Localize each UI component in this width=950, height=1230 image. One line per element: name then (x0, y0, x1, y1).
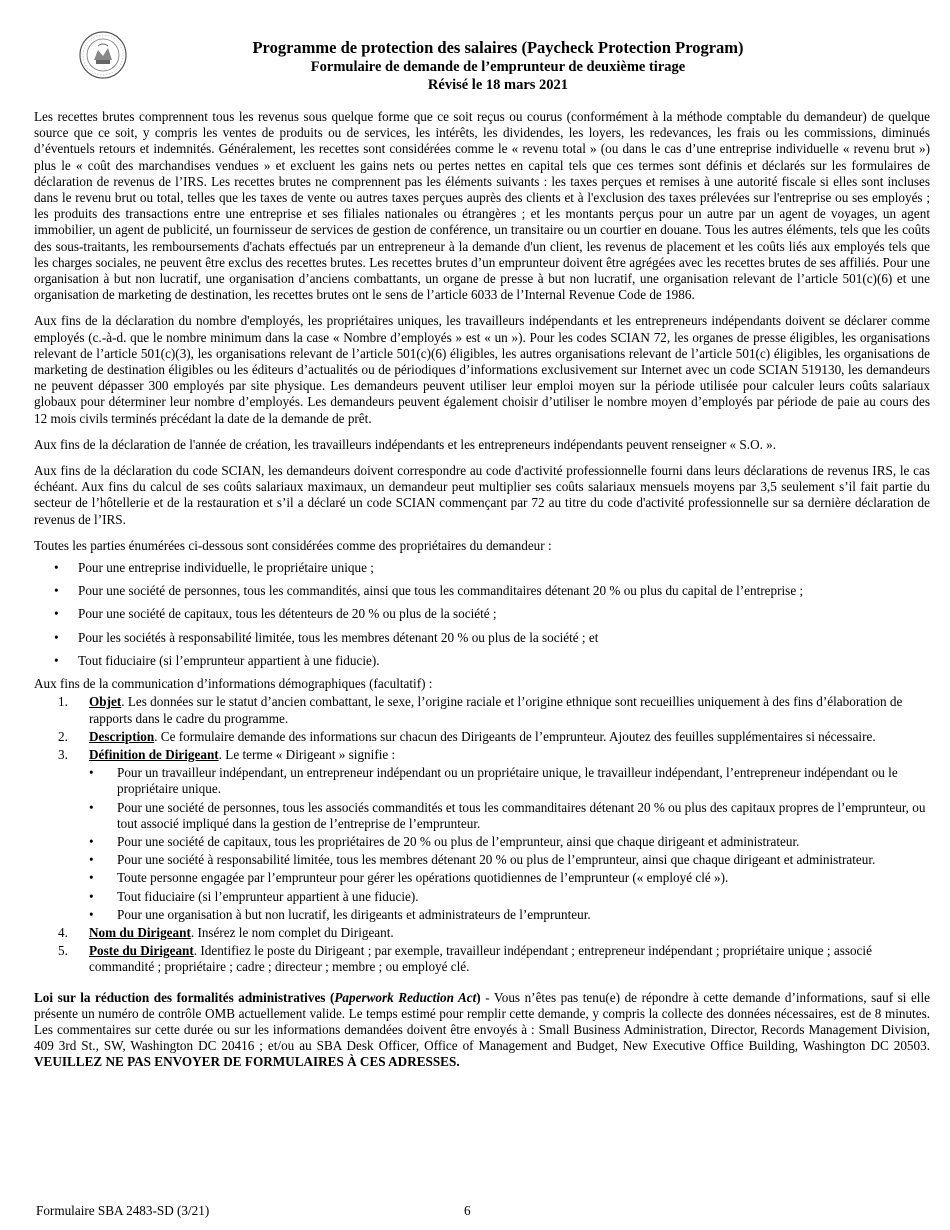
item-number: 4. (58, 924, 68, 940)
list-item (34, 747, 930, 923)
dirigeant-definitions (89, 765, 930, 923)
paperwork-heading-end: ) (476, 989, 481, 1005)
item-number: 1. (58, 694, 68, 710)
paperwork-reduction-paragraph (34, 990, 930, 1071)
item-term: Description (89, 728, 155, 744)
paperwork-heading-start: Loi sur la réduction des formalités administratives ( (34, 989, 335, 1005)
revision-date: Révisé le 18 mars 2021 (427, 77, 569, 93)
document-page (34, 0, 930, 1230)
page-number: 6 (464, 1203, 471, 1218)
list-item (34, 694, 930, 726)
list-item: • Pour une société de capitaux, tous les propriétaires de 20 % ou plus de l’emprunteur, ainsi que chaque dirigeant et administrateur. (89, 834, 930, 850)
item-text: . Le terme « Dirigeant » signifie : (218, 746, 396, 762)
list-item: • Pour une organisation à but non lucratif, les dirigeants et administrateurs de l’emprunteur. (89, 907, 930, 923)
item-term: Objet (89, 694, 122, 710)
list-item: • Toute personne engagée par l’emprunteur pour gérer les opérations quotidiennes de l’emprunteur (« employé clé »). (89, 870, 930, 886)
item-text: . Les données sur le statut d’ancien combattant, le sexe, l’origine raciale et l’origine ethnique sont recueillies uniquement à des fins d’élaboration de rapports dans le cadre du programme. (89, 694, 903, 726)
paperwork-body: - Vous n’êtes pas tenu(e) de répondre à cette demande d’informations, sauf si elle présente un numéro de contrôle OMB actuellement valide. Le temps estimé pour remplir cette demande, y compris la collecte des données nécessaires, est de 8 minutes. Les commentaires sur cette durée ou sur les informations demandées doivent être envoyés à : Small Business Administration, Director, Records Management Division, 409 3rd St., SW, Washington DC 20416 ; et/ou au SBA Desk Officer, Office of Management and Budget, New Executive Office Building, Washington DC 20503. (34, 989, 930, 1054)
item-number: 5. (58, 943, 68, 959)
item-number: 2. (58, 728, 68, 744)
list-item: • Pour une société de capitaux, tous les détenteurs de 20 % ou plus de la société ; (34, 606, 930, 622)
item-term: Définition de Dirigeant (89, 746, 219, 762)
list-item (34, 925, 930, 941)
item-text: . Identifiez le poste du Dirigeant ; par exemple, travailleur indépendant ; entrepreneur indépendant ; propriétaire unique ; associé commandité ; propriétaire ; cadre ; directeur ; membre ; ou employé clé. (89, 943, 872, 975)
list-item: • Pour une entreprise individuelle, le propriétaire unique ; (34, 560, 930, 576)
list-item: • Pour une société à responsabilité limitée, tous les membres détenant 20 % ou plus de l’emprunteur, ainsi que chaque dirigeant et administrateur. (89, 852, 930, 868)
paperwork-heading-italic: Paperwork Reduction Act (334, 989, 477, 1005)
item-number: 3. (58, 746, 68, 762)
item-text: . Ce formulaire demande des informations sur chacun des Dirigeants de l’emprunteur. Ajoutez des feuilles supplémentaires si nécessaire. (154, 728, 876, 744)
instructions-body (34, 109, 930, 1081)
list-item: • Pour les sociétés à responsabilité limitée, tous les membres détenant 20 % ou plus de la société ; et (34, 630, 930, 646)
gross-receipts-paragraph: Les recettes brutes comprennent tous les revenus sous quelque forme que ce soit reçus ou courus (conformément à la méthode comptable du demandeur) de quelque source que ce soit, y compris les ventes de produits ou de services, les intérêts, les dividendes, les loyers, les redevances, les frais ou les commissions, diminués d’éventuels retours et indemnités. Généralement, les recettes sont considérées comme le « revenu total » (ou dans le cas d’une entreprise individuelle « revenu brut ») plus le « coût des marchandises vendues » et excluent les gains nets ou pertes nettes en capital tels que ces termes sont définis et déclarés sur les formulaires de déclaration de revenus de l’IRS. Les recettes brutes ne comprennent pas les éléments suivants : les taxes perçues et remises à une autorité fiscale si elles sont incluses dans le revenu brut ou total, telles que les taxes de vente ou autres taxes perçues auprès des clients et à l'exclusion des taxes prélevées sur l'entreprise ou ses employés ; les produits des transactions entre une entreprise et ses filiales nationales ou étrangères ; et les montants perçus pour un autre par un agent de voyages, un agent immobilier, un agent de publicité, un fournisseur de services de gestion de conférence, un transitaire ou un courtier en douane. Tous les autres éléments, tels que les coûts des sous-traitants, les remboursements d'achats effectués par un entrepreneur à la demande d'un client, les revenus de placement et les coûts liés aux employés tels que les charges sociales, ne peuvent être exclus des recettes brutes. Les recettes brutes d’un emprunteur doivent être agrégées avec les recettes brutes de ses affiliés. Pour une organisation à but non lucratif, une organisation d’anciens combattants, un organe de presse à but non lucratif, une organisation relevant de l’article 501(c)(6) et une organisation de marketing de destination, les recettes brutes ont le sens de l’article 6033 de l’Internal Revenue Code de 1986. (34, 109, 930, 303)
form-header (34, 38, 930, 94)
demographics-intro: Aux fins de la communication d’informations démographiques (facultatif) : (34, 676, 433, 692)
list-item: • Pour une société de personnes, tous les associés commandités et tous les commanditaires détenant 20 % ou plus des capitaux propres de l’emprunteur, ou tout associé impliqué dans la gestion de l’entreprise de l’emprunteur. (89, 800, 930, 832)
list-item: • Tout fiduciaire (si l’emprunteur appartient à une fiducie). (89, 889, 930, 905)
form-id: Formulaire SBA 2483-SD (3/21) (36, 1203, 210, 1218)
item-text: . Insérez le nom complet du Dirigeant. (190, 924, 394, 940)
demographics-list (34, 694, 930, 975)
item-term: Poste du Dirigeant (89, 943, 194, 959)
employees-paragraph: Aux fins de la déclaration du nombre d'employés, les propriétaires uniques, les travailleurs indépendants et les entrepreneurs indépendants doivent se déclarer comme employés (c.-à-d. que le nombre minimum dans la case « Nombre d’employés » est « un »). Pour les codes SCIAN 72, les organes de presse éligibles, les organisations relevant de l’article 501(c)(3), les organisations relevant de l’article 501(c)(6) éligibles, les autres organisations relevant de l’article 501(c) éligibles, les organisations de marketing de destination éligibles ou les éditeurs d’actualités ou de périodiques d’informations exclusivement sur Internet avec un code SCIAN 519130, les demandeurs ne peuvent dépasser 300 employés par site physique. Les demandeurs peuvent utiliser leur emploi moyen sur la période utilisée pour calculer leurs coûts salariaux globaux pour déterminer leur nombre d’employés. Les demandeurs peuvent également choisir d’utiliser le nombre moyen d’employés par période de paie au cours des 12 mois civils terminés précédant la date de la demande de prêt. (34, 313, 930, 426)
owners-list (34, 560, 930, 669)
list-item: • Pour une société de personnes, tous les commandités, ainsi que tous les commanditaires détenant 20 % ou plus du capital de l’entreprise ; (34, 583, 930, 599)
form-subtitle: Formulaire de demande de l’emprunteur de deuxième tirage (310, 59, 686, 75)
list-item: • Pour un travailleur indépendant, un entrepreneur indépendant ou un propriétaire unique, le travailleur indépendant, l’entrepreneur indépendant ou le propriétaire unique. (89, 765, 930, 797)
owners-intro: Toutes les parties énumérées ci-dessous sont considérées comme des propriétaires du demandeur : (34, 537, 552, 553)
year-created-paragraph: Aux fins de la déclaration de l'année de création, les travailleurs indépendants et les entrepreneurs indépendants peuvent renseigner « S.O. ». (34, 436, 777, 452)
list-item (34, 943, 930, 975)
list-item: • Tout fiduciaire (si l’emprunteur appartient à une fiducie). (34, 653, 930, 669)
form-title: Programme de protection des salaires (Paycheck Protection Program) (252, 38, 744, 57)
list-item (34, 729, 930, 745)
item-term: Nom du Dirigeant (89, 924, 191, 940)
naics-paragraph: Aux fins de la déclaration du code SCIAN, les demandeurs doivent correspondre au code d'activité professionnelle fourni dans leurs déclarations de revenus IRS, le cas échéant. Aux fins du calcul de ses coûts salariaux maximaux, un demandeur peut multiplier ses coûts salariaux mensuels moyens par 3,5 seulement s’il fait partie du secteur de l’hôtellerie et de la restauration et s’il a déclaré un code SCIAN commençant par 72 au titre du code d'activité professionnelle sur sa dernière déclaration de revenus de l’IRS. (34, 463, 930, 527)
paperwork-warning: VEUILLEZ NE PAS ENVOYER DE FORMULAIRES À CES ADRESSES. (34, 1054, 460, 1070)
